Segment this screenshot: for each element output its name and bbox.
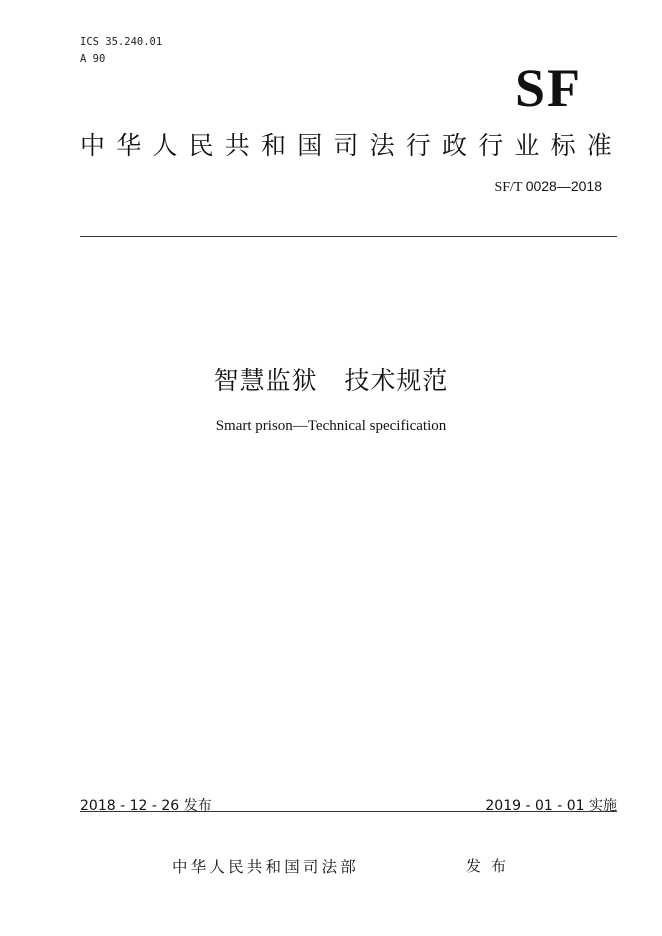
bottom-divider [80, 811, 617, 812]
classification-codes [80, 34, 162, 68]
sf-logo: SF [514, 58, 582, 118]
issue-label: 发布 [466, 857, 517, 875]
ics-code: ICS 35.240.01 [80, 36, 163, 48]
standard-code-prefix: SF/T [494, 180, 526, 195]
issuing-authority: 中华人民共和国司法部 [172, 858, 360, 876]
standard-code [494, 178, 602, 196]
document-title-chinese: 智慧监狱 技术规范 [213, 366, 449, 395]
implementation-date: 2019 - 01 - 01 实施 [485, 798, 617, 814]
release-date: 2018 - 12 - 26 发布 [80, 798, 212, 814]
ccs-code: A 90 [80, 53, 106, 65]
document-title-english: Smart prison—Technical specification [215, 418, 447, 434]
top-divider [80, 236, 617, 237]
standard-code-number: 0028—2018 [525, 178, 602, 194]
standard-category: 中华人民共和国司法行政行业标准 [80, 131, 624, 160]
